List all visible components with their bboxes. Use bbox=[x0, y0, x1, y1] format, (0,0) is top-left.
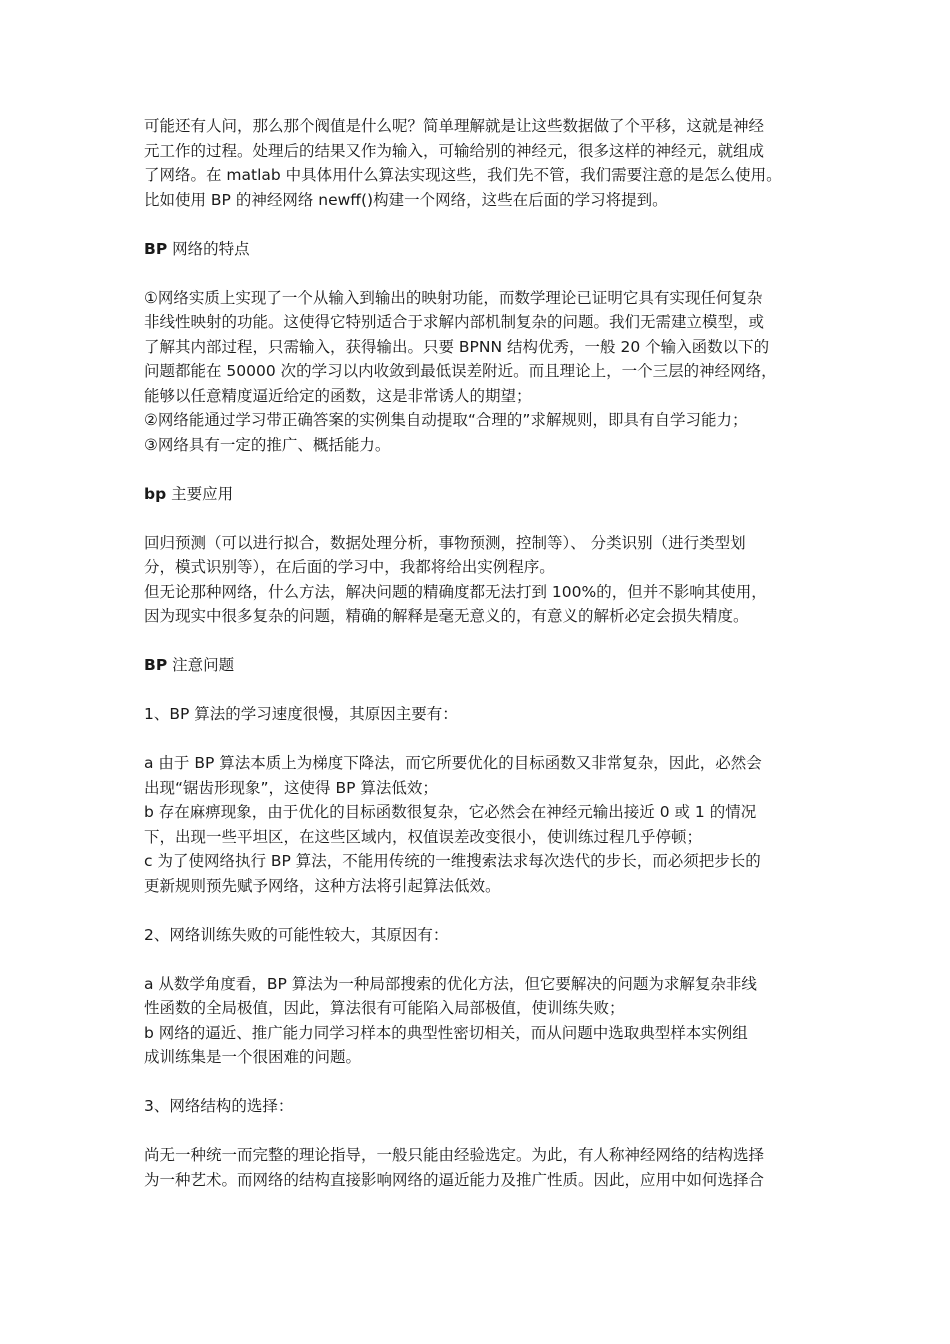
body-paragraph bbox=[144, 531, 812, 629]
text-line: 成训练集是一个很困难的问题。 bbox=[144, 1048, 362, 1066]
text-line: 下，出现一些平坦区，在这些区域内，权值误差改变很小，使训练过程几乎停顿； bbox=[144, 827, 703, 846]
body-paragraph bbox=[144, 286, 812, 458]
text-line: 2、网络训练失败的可能性较大，其原因有： bbox=[144, 925, 449, 944]
section-heading-bold: BP bbox=[144, 239, 168, 258]
text-line: 3、网络结构的选择： bbox=[144, 1097, 294, 1115]
section-heading-text: 注意问题 bbox=[167, 656, 235, 674]
text-line: 能够以任意精度逼近给定的函数，这是非常诱人的期望； bbox=[144, 386, 532, 405]
section-heading bbox=[144, 482, 812, 507]
body-paragraph bbox=[144, 702, 812, 727]
body-paragraph bbox=[144, 972, 812, 1070]
text-line: 了网络。在 matlab 中具体用什么算法实现这些，我们先不管，我们需要注意的是怎么使用。 bbox=[144, 166, 782, 184]
body-paragraph bbox=[144, 751, 812, 898]
document-body bbox=[144, 114, 812, 1192]
text-line: c 为了使网络执行 BP 算法，不能用传统的一维搜索法求每次迭代的步长，而必须把步长的 bbox=[144, 852, 761, 870]
paragraph-gap bbox=[144, 1119, 812, 1144]
paragraph-gap bbox=[144, 678, 812, 703]
text-line: 出现“锯齿形现象”，这使得 BP 算法低效； bbox=[144, 778, 438, 797]
text-line: 问题都能在 50000 次的学习以内收敛到最低误差附近。而且理论上，一个三层的神经网络， bbox=[144, 362, 777, 380]
text-line: 元工作的过程。处理后的结果又作为输入，可输给别的神经元，很多这样的神经元，就组成 bbox=[144, 141, 765, 160]
section-heading-bold: bp bbox=[144, 484, 167, 503]
text-line: 更新规则预先赋予网络，这种方法将引起算法低效。 bbox=[144, 876, 501, 895]
body-paragraph bbox=[144, 923, 812, 948]
text-line: b 网络的逼近、推广能力同学习样本的典型性密切相关，而从问题中选取典型样本实例组 bbox=[144, 1023, 748, 1042]
text-line: 回归预测（可以进行拟合，数据处理分析，事物预测，控制等）、 分类识别（进行类型划 bbox=[144, 533, 746, 552]
paragraph-gap bbox=[144, 457, 812, 482]
paragraph-gap bbox=[144, 727, 812, 752]
text-line: 分，模式识别等），在后面的学习中，我都将给出实例程序。 bbox=[144, 558, 555, 576]
body-paragraph bbox=[144, 1143, 812, 1192]
text-line: ①网络实质上实现了一个从输入到输出的映射功能，而数学理论已证明它具有实现任何复杂 bbox=[144, 288, 763, 307]
section-heading-text: 网络的特点 bbox=[167, 239, 250, 258]
text-line: 比如使用 BP 的神经网络 newff()构建一个网络，这些在后面的学习将提到。 bbox=[144, 190, 668, 209]
text-line: b 存在麻痹现象，由于优化的目标函数很复杂，它必然会在神经元输出接近 0 或 1 的情况 bbox=[144, 803, 757, 821]
section-heading bbox=[144, 237, 812, 262]
section-heading-text: 主要应用 bbox=[166, 484, 234, 503]
paragraph-gap bbox=[144, 1070, 812, 1095]
paragraph-gap bbox=[144, 898, 812, 923]
text-line: 因为现实中很多复杂的问题，精确的解释是毫无意义的，有意义的解析必定会损失精度。 bbox=[144, 607, 749, 625]
body-paragraph bbox=[144, 114, 812, 212]
text-line: a 从数学角度看，BP 算法为一种局部搜索的优化方法，但它要解决的问题为求解复杂非线 bbox=[144, 974, 757, 993]
text-line: ③网络具有一定的推广、概括能力。 bbox=[144, 435, 391, 454]
paragraph-gap bbox=[144, 629, 812, 654]
section-heading-bold: BP bbox=[144, 656, 168, 674]
paragraph-gap bbox=[144, 261, 812, 286]
text-line: 为一种艺术。而网络的结构直接影响网络的逼近能力及推广性质。因此，应用中如何选择合 bbox=[144, 1170, 765, 1189]
text-line: 了解其内部过程，只需输入，获得输出。只要 BPNN 结构优秀，一般 20 个输入函数以下的 bbox=[144, 337, 770, 356]
paragraph-gap bbox=[144, 947, 812, 972]
text-line: 尚无一种统一而完整的理论指导，一般只能由经验选定。为此，有人称神经网络的结构选择 bbox=[144, 1146, 765, 1164]
paragraph-gap bbox=[144, 506, 812, 531]
text-line: ②网络能通过学习带正确答案的实例集自动提取“合理的”求解规则，即具有自学习能力； bbox=[144, 411, 748, 429]
text-line: 1、BP 算法的学习速度很慢，其原因主要有： bbox=[144, 705, 458, 723]
text-line: a 由于 BP 算法本质上为梯度下降法，而它所要优化的目标函数又非常复杂，因此，必然会 bbox=[144, 754, 762, 772]
text-line: 可能还有人问，那么那个阀值是什么呢？简单理解就是让这些数据做了个平移，这就是神经 bbox=[144, 117, 765, 135]
paragraph-gap bbox=[144, 212, 812, 237]
text-line: 性函数的全局极值，因此，算法很有可能陷入局部极值，使训练失败； bbox=[144, 999, 625, 1017]
text-line: 非线性映射的功能。这使得它特别适合于求解内部机制复杂的问题。我们无需建立模型，或 bbox=[144, 313, 765, 331]
body-paragraph bbox=[144, 1094, 812, 1119]
section-heading bbox=[144, 653, 812, 678]
text-line: 但无论那种网络，什么方法，解决问题的精确度都无法打到 100%的，但并不影响其使用， bbox=[144, 582, 767, 601]
